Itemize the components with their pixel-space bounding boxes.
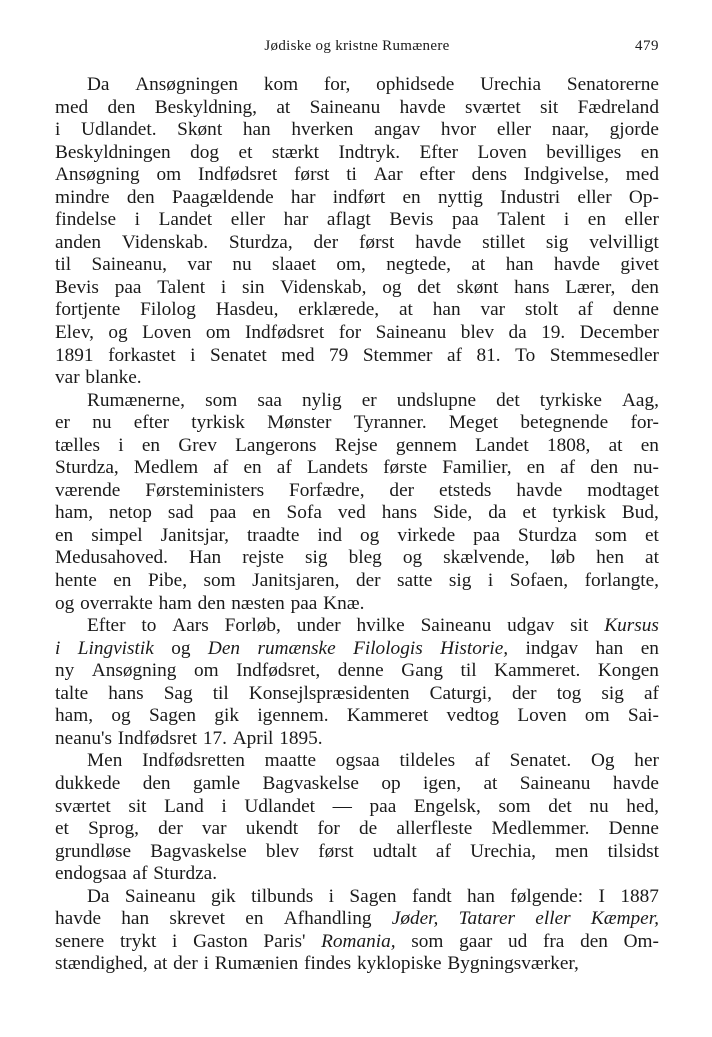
text-line: Da Ansøgningen kom for, ophidsede Urechia Senatorerne xyxy=(87,74,659,95)
paragraph xyxy=(55,886,659,976)
text-line: Elev, og Loven om Indfødsret for Saineanu blev da 19. December xyxy=(55,322,659,344)
text-line: og overrakte ham den næsten paa Knæ. xyxy=(55,592,365,614)
text-line: mindre den Paagældende har indført en nyttig Industri eller Op- xyxy=(55,186,659,208)
text-line: endogsaa af Sturdza. xyxy=(55,863,218,885)
text-line: var blanke. xyxy=(55,367,142,389)
text-line: i Udlandet. Skønt han hverken angav hvor eller naar, gjorde xyxy=(55,119,659,141)
text-line: havde han skrevet en Afhandling Jøder, Tatarer eller Kæmper, xyxy=(55,908,659,930)
text-line: Ansøgning om Indfødsret først ti Aar efter dens Indgivelse, med xyxy=(55,164,659,186)
text-line: Efter to Aars Forløb, under hvilke Saineanu udgav sit Kursus xyxy=(87,615,659,637)
text-line: Beskyldningen dog et stærkt Indtryk. Efter Loven bevilliges en xyxy=(55,141,659,163)
text-line: et Sprog, der var ukendt for de allerfleste Medlemmer. Denne xyxy=(55,818,659,840)
paragraph xyxy=(55,74,659,390)
text-line: Da Saineanu gik tilbunds i Sagen fandt han følgende: I 1887 xyxy=(87,885,659,907)
text-line: dukkede den gamle Bagvaskelse op igen, at Saineanu havde xyxy=(55,772,659,794)
paragraph xyxy=(55,390,659,615)
text-line: findelse i Landet eller har aflagt Bevis paa Talent i en eller xyxy=(55,209,659,231)
text-line: til Saineanu, var nu slaaet om, negtede, at han havde givet xyxy=(55,254,659,276)
text-line: fortjente Filolog Hasdeu, erklærede, at han var stolt af denne xyxy=(55,299,659,321)
text-line: værende Førsteministers Forfædre, der etsteds havde modtaget xyxy=(55,479,659,501)
text-line: tælles i en Grev Langerons Rejse gennem Landet 1808, at en xyxy=(55,434,659,456)
text-line: ny Ansøgning om Indfødsret, denne Gang til Kammeret. Kongen xyxy=(55,660,659,682)
text-line: Men Indfødsretten maatte ogsaa tildeles af Senatet. Og her xyxy=(87,750,659,772)
text-line: neanu's Indfødsret 17. April 1895. xyxy=(55,727,323,749)
page-number: 479 xyxy=(635,38,659,54)
text-line: Medusahoved. Han rejste sig bleg og skælvende, løb hen at xyxy=(55,547,659,569)
text-line: Bevis paa Talent i sin Videnskab, og det skønt hans Lærer, den xyxy=(55,276,659,298)
text-line: 1891 forkastet i Senatet med 79 Stemmer af 81. To Stemmesedler xyxy=(55,344,659,366)
running-title: Jødiske og kristne Rumænere xyxy=(264,38,450,54)
text-line: hente en Pibe, som Janitsjaren, der satte sig i Sofaen, forlangte, xyxy=(55,570,659,592)
text-line: sværtet sit Land i Udlandet — paa Engelsk, som det nu hed, xyxy=(55,795,659,817)
text-line: talte hans Sag til Konsejlspræsidenten Caturgi, der tog sig af xyxy=(55,682,659,704)
text-line: anden Videnskab. Sturdza, der først havde stillet sig velvilligt xyxy=(55,231,659,253)
text-line: en simpel Janitsjar, traadte ind og virkede paa Sturdza som et xyxy=(55,524,659,546)
text-line: Sturdza, Medlem af en af Landets første Familier, en af den nu- xyxy=(55,457,659,479)
text-line: stændighed, at der i Rumænien findes kyklopiske Bygningsværker, xyxy=(55,953,579,975)
text-line: ham, netop sad paa en Sofa ved hans Side, da et tyrkisk Bud, xyxy=(55,502,659,524)
body-text xyxy=(55,74,659,976)
text-line: er nu efter tyrkisk Mønster Tyranner. Meget betegnende for- xyxy=(55,412,659,434)
running-head xyxy=(55,34,659,58)
paragraph xyxy=(55,615,659,750)
text-line: i Lingvistik og Den rumænske Filologis Historie, indgav han en xyxy=(55,637,659,659)
text-line: Rumænerne, som saa nylig er undslupne det tyrkiske Aag, xyxy=(87,389,659,411)
text-line: ham, og Sagen gik igennem. Kammeret vedtog Loven om Sai- xyxy=(55,705,659,727)
text-line: grundløse Bagvaskelse blev først udtalt af Urechia, men tilsidst xyxy=(55,840,659,862)
text-line: med den Beskyldning, at Saineanu havde sværtet sit Fædreland xyxy=(55,96,659,118)
text-line: senere trykt i Gaston Paris' Romania, som gaar ud fra den Om- xyxy=(55,930,659,952)
paragraph xyxy=(55,750,659,885)
